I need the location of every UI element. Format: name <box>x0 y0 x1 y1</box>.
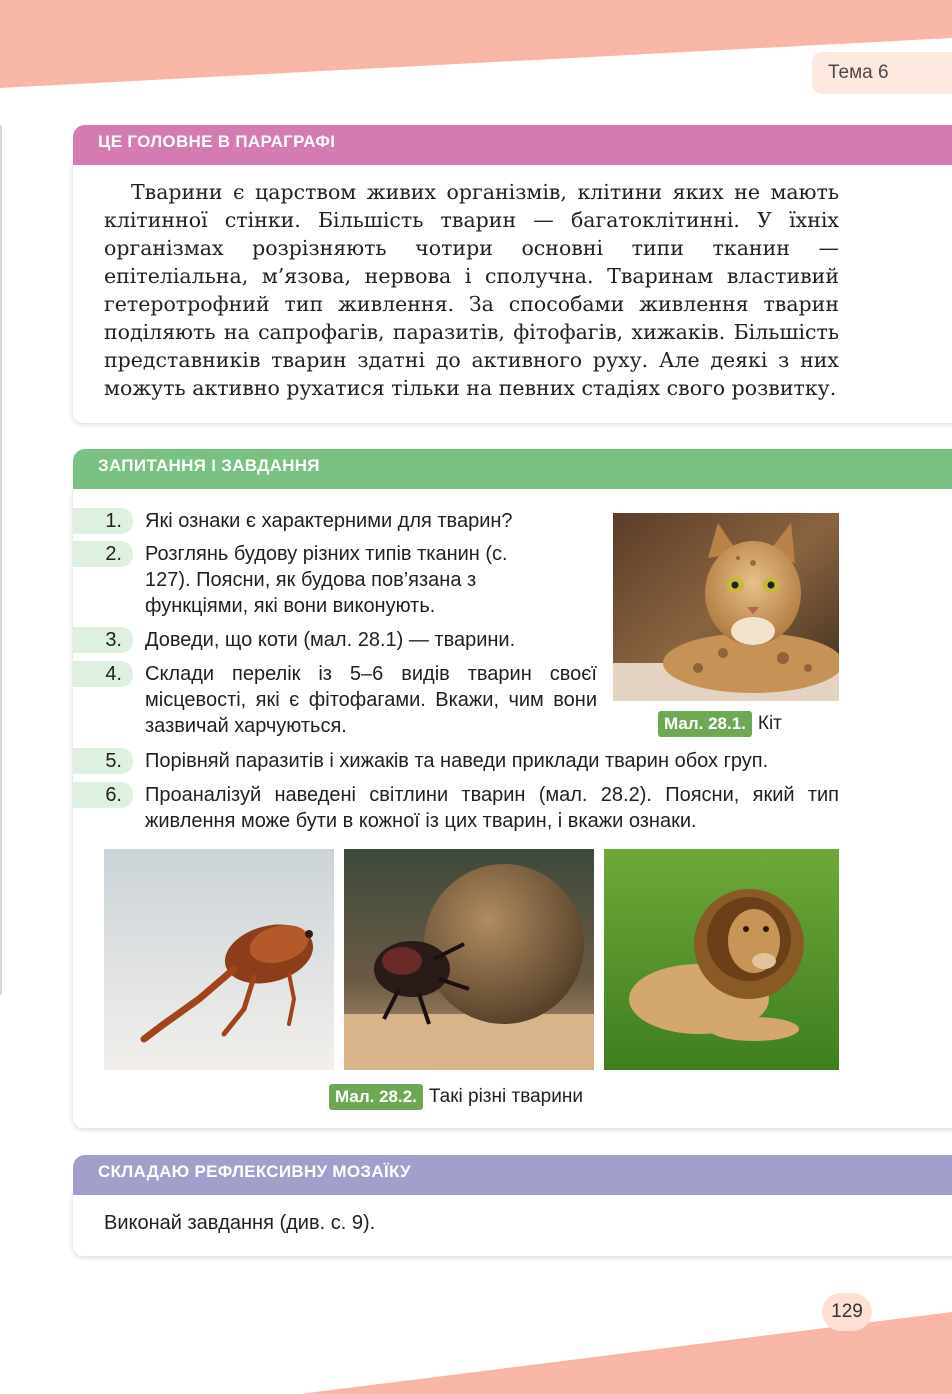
cat-photo <box>613 513 839 701</box>
questions-header: ЗАПИТАННЯ І ЗАВДАННЯ <box>73 449 952 489</box>
page-number: 129 <box>822 1293 872 1331</box>
summary-panel <box>73 158 952 423</box>
reflection-header: СКЛАДАЮ РЕФЛЕКСИВНУ МОЗАЇКУ <box>73 1155 952 1195</box>
figure-caption-animals <box>329 1084 583 1110</box>
summary-text: Тварини є царством живих організмів, клітини яких не мають клітинної стінки. Більшість тварин — багатоклітинні. У їхніх організмах розрізняють чотири основні типи тканин — епітеліальна, м’язова, нервова і сполучна. Тваринам властивий гетеротрофний тип живлення. За способами живлення тварин поділяють на сапрофагів, паразитів, фітофагів, хижаків. Більшість представників тварин здатні до активного руху. Але деякі з них можуть активно рухатися тільки на певних стадіях свого розвитку. <box>104 180 839 400</box>
question-number: 3. <box>73 627 133 653</box>
dung-beetle-photo <box>344 849 594 1070</box>
figure-caption-text: Такі різні тварини <box>428 1086 583 1107</box>
question-text: Проаналізуй наведені світлини тварин (мал. 28.2). Поясни, який тип живлення може бути в кожної із цих тварин, і вкажи ознаки. <box>145 784 839 832</box>
question-number: 5. <box>73 748 133 774</box>
lion-photo <box>604 849 839 1070</box>
figure-label: Мал. 28.2. <box>329 1084 423 1110</box>
reflection-text: Виконай завдання (див. с. 9). <box>104 1212 376 1234</box>
question-text: Порівняй паразитів і хижаків та наведи приклади тварин обох груп. <box>145 750 769 772</box>
figure-caption-text: Кіт <box>757 713 782 734</box>
figure-caption-cat <box>658 711 782 737</box>
question-number: 6. <box>73 782 133 808</box>
topic-tab: Тема 6 <box>812 52 952 94</box>
question-text: Розглянь будову різних типів тканин (с. 127). Поясни, як будова пов’язана з функціями, які вони виконують. <box>145 543 508 617</box>
reflection-panel <box>73 1188 952 1256</box>
questions-panel <box>73 484 952 1128</box>
question-text: Які ознаки є характерними для тварин? <box>145 510 513 532</box>
summary-header: ЦЕ ГОЛОВНЕ В ПАРАГРАФІ <box>73 125 952 165</box>
question-text: Склади перелік із 5–6 видів тварин своєї місцевості, які є фітофагами. Вкажи, чим вони зазвичай харчуються. <box>145 663 597 737</box>
question-number: 1. <box>73 508 133 534</box>
flea-photo <box>104 849 334 1070</box>
question-number: 2. <box>73 541 133 567</box>
question-text: Доведи, що коти (мал. 28.1) — тварини. <box>145 629 516 651</box>
question-number: 4. <box>73 661 133 687</box>
figure-label: Мал. 28.1. <box>658 711 752 737</box>
